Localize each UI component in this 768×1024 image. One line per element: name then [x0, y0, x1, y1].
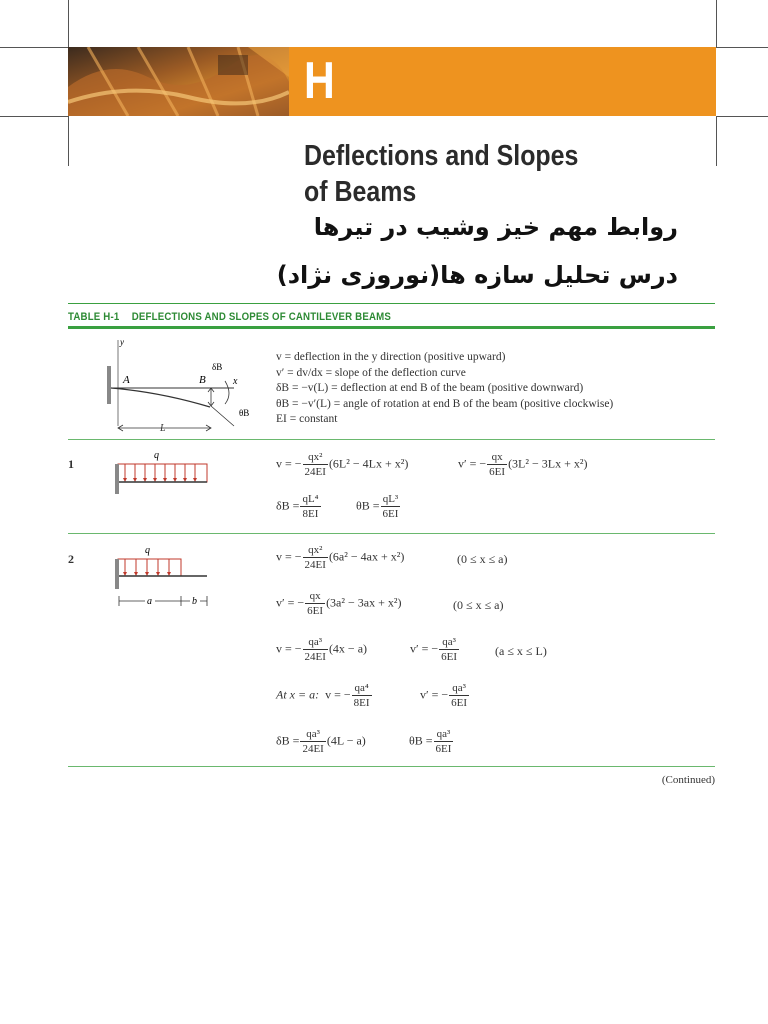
dim-a-label: a: [147, 596, 152, 607]
point-a-label: A: [123, 374, 130, 386]
legend-definitions: [276, 350, 613, 428]
case2-at-x-eq-a: At x = a: v = − $\frac{\text{qa⁴}}{8EI}$: [276, 682, 370, 709]
case1-end-deflection-eq: δB = $\frac{\text{qL⁴}}{8EI}$: [276, 493, 319, 520]
case1-uniform-load-figure: [100, 449, 216, 497]
row-divider: [68, 439, 715, 440]
trim-mark: [716, 47, 768, 48]
case2-end-deflection-eq: δB = $\frac{\text{qa³}}{24EI}$ (4L − a): [276, 728, 366, 755]
y-axis-label: y: [120, 337, 124, 347]
deflected-curve: [111, 388, 210, 407]
cantilever-legend-figure: [100, 336, 260, 440]
load-label: q: [145, 545, 150, 556]
case2-deflection-eq-1: v = − $\frac{\text{qx²}}{24EI}$ (6a² − 4ax + x²): [276, 544, 405, 571]
legend-line: EI = constant: [276, 413, 338, 425]
legend-line: v′ = dv/dx = slope of the deflection curve: [276, 366, 466, 379]
fixed-support: [107, 366, 111, 404]
case2-range-2: (0 ≤ x ≤ a): [453, 598, 504, 612]
dim-b-label: b: [192, 596, 197, 607]
x-axis-label: x: [233, 376, 238, 387]
trim-mark: [68, 116, 69, 166]
trim-mark: [716, 0, 717, 47]
case1-end-rotation-eq: θB = $\frac{\text{qL³}}{6EI}$: [356, 493, 399, 520]
trim-mark: [716, 116, 717, 166]
table-bottom-rule: [68, 766, 715, 767]
frac-numerator: qL⁴: [302, 493, 319, 505]
case1-slope-eq: v′ = − $\frac{qx}{6EI}$ (3L² − 3Lx + x²): [458, 451, 588, 478]
row-divider: [68, 533, 715, 534]
case2-partial-load-figure: [100, 541, 216, 611]
case2-slope-at-a: v′ = − $\frac{\text{qa³}}{6EI}$: [420, 682, 468, 709]
frac-numerator: qx²: [303, 450, 328, 465]
frac-denominator: 6EI: [382, 508, 399, 520]
case-number: 2: [68, 552, 74, 566]
table-header-rule: [68, 326, 715, 329]
banner-photo: [68, 47, 289, 116]
fixed-support: [115, 559, 119, 589]
trim-mark: [0, 47, 68, 48]
title-line-2: of Beams: [304, 176, 417, 208]
continued-note: (Continued): [661, 774, 715, 786]
trim-mark: [0, 116, 68, 117]
length-l-label: L: [160, 423, 166, 434]
case2-slope-eq-1: v′ = − $\frac{qx}{6EI}$ (3a² − 3ax + x²): [276, 590, 402, 617]
appendix-letter: H: [304, 52, 335, 110]
frac-numerator: qx: [487, 450, 507, 465]
case1-deflection-eq: v = − $\frac{\text{qx²}}{24EI}$ (6L² − 4Lx + x²): [276, 451, 409, 478]
distributed-load: [118, 559, 181, 576]
theta-b-label: θB: [239, 408, 250, 418]
page-title: [304, 138, 578, 210]
load-label: q: [154, 450, 159, 461]
title-line-1: Deflections and Slopes: [304, 140, 579, 172]
frac-denominator: 6EI: [489, 466, 506, 478]
persian-heading: روابط مهم خیز وشیب در تیرها: [313, 213, 678, 241]
frac-denominator: 8EI: [302, 508, 319, 520]
table-caption: [68, 311, 391, 323]
case2-slope-eq-2: v′ = − $\frac{\text{qa³}}{6EI}$: [410, 636, 458, 663]
case2-deflection-eq-2: v = − $\frac{\text{qa³}}{24EI}$ (4x − a): [276, 636, 368, 663]
case-number: 1: [68, 457, 74, 471]
case2-end-rotation-eq: θB = $\frac{\text{qa³}}{6EI}$: [409, 728, 452, 755]
fixed-support: [115, 464, 119, 494]
case2-range-1: (0 ≤ x ≤ a): [457, 552, 508, 566]
load-arrows: [125, 464, 195, 480]
table-top-rule: [68, 303, 715, 304]
frac-numerator: qL³: [381, 492, 401, 507]
frac-denominator: 24EI: [304, 466, 326, 478]
trim-mark: [716, 116, 768, 117]
delta-b-label: δB: [212, 362, 223, 372]
table-number: TABLE H-1: [68, 311, 120, 323]
table-title: DEFLECTIONS AND SLOPES OF CANTILEVER BEAMS: [131, 311, 392, 323]
persian-course-line: درس تحلیل سازه ها(نوروزی نژاد): [276, 261, 678, 289]
trim-mark: [68, 0, 69, 47]
legend-line: δB = −v(L) = deflection at end B of the beam (positive downward): [276, 382, 584, 394]
legend-line: v = deflection in the y direction (positive upward): [276, 351, 506, 363]
legend-line: θB = −v′(L) = angle of rotation at end B of the beam (positive clockwise): [276, 397, 614, 410]
point-b-label: B: [199, 374, 206, 386]
case2-range-3: (a ≤ x ≤ L): [495, 644, 547, 658]
